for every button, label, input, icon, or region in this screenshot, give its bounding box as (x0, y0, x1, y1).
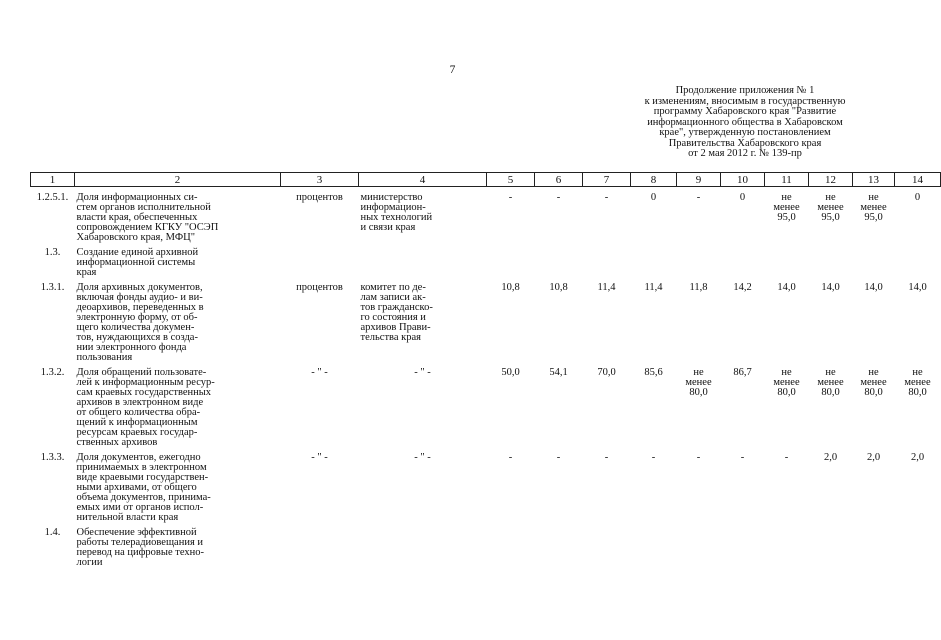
indicator-name-cell (75, 281, 281, 366)
column-number-header: 13 (853, 173, 895, 187)
value-cell (583, 451, 631, 526)
cell-line: Обеспечение эффективной (76, 527, 197, 538)
value-cell (721, 281, 765, 366)
cell-line: перевод на цифровые техно- (76, 547, 204, 558)
value-cell (895, 451, 941, 526)
cell-line: Доля документов, ежегодно (76, 452, 201, 463)
cell-line: - (508, 452, 513, 463)
cell-line: тов гражданско- (360, 302, 433, 313)
value-cell (721, 366, 765, 451)
indicator-name-cell (75, 526, 281, 571)
cell-line: 14,0 (821, 282, 840, 293)
row-number-cell: 1.4. (44, 527, 61, 538)
cell-line: нии электронного фонда (76, 342, 187, 353)
value-cell (853, 526, 895, 571)
cell-line: менее (817, 202, 844, 213)
value-cell (583, 366, 631, 451)
cell-line: 0 (739, 192, 746, 203)
row-number-cell: 1.3.2. (40, 367, 65, 378)
cell-line: - (740, 452, 745, 463)
cell-line: 80,0 (908, 387, 927, 398)
cell-line: нительной власти края (76, 512, 179, 523)
appendix-line: Продолжение приложения № 1 (675, 85, 815, 96)
cell-line: информационной системы (76, 257, 196, 268)
value-cell (631, 281, 677, 366)
executor-cell (359, 187, 487, 247)
cell-line: 0 (914, 192, 921, 203)
indicator-name-cell (75, 451, 281, 526)
executor-cell (359, 246, 487, 281)
table-row (31, 246, 941, 281)
cell-line: 2,0 (866, 452, 881, 463)
cell-line: - (784, 452, 789, 463)
cell-line: включая фонды аудио- и ви- (76, 292, 203, 303)
cell-line: 14,2 (733, 282, 752, 293)
cell-line: - " - (311, 367, 328, 378)
column-number-header: 9 (677, 173, 721, 187)
cell-line: 80,0 (689, 387, 708, 398)
value-cell (721, 246, 765, 281)
value-cell (631, 451, 677, 526)
cell-line: - (604, 452, 609, 463)
cell-line: виде краевыми государствен- (76, 472, 209, 483)
value-cell (853, 451, 895, 526)
indicator-name-cell (75, 187, 281, 247)
cell-line: не (781, 192, 792, 203)
cell-line: Доля информационных си- (76, 192, 198, 203)
cell-line: не (868, 192, 879, 203)
value-cell (583, 526, 631, 571)
cell-line: не (693, 367, 704, 378)
value-cell (809, 366, 853, 451)
cell-line: сопровождением КГКУ "ОСЭП (76, 222, 219, 233)
value-cell (487, 451, 535, 526)
column-number-row (31, 173, 941, 187)
cell-line: 0 (650, 192, 657, 203)
cell-line: менее (773, 202, 800, 213)
value-cell (487, 366, 535, 451)
value-cell (895, 281, 941, 366)
column-number-header: 4 (359, 173, 487, 187)
table-row (31, 366, 941, 451)
value-cell (535, 526, 583, 571)
executor-cell (359, 526, 487, 571)
cell-line: 2,0 (910, 452, 925, 463)
cell-line: власти края, обеспеченных (76, 212, 198, 223)
value-cell (895, 526, 941, 571)
value-cell (677, 246, 721, 281)
value-cell (853, 187, 895, 247)
cell-line: 80,0 (864, 387, 883, 398)
cell-line: менее (773, 377, 800, 388)
value-cell (677, 526, 721, 571)
cell-line: щений к информационным (76, 417, 198, 428)
value-cell (765, 451, 809, 526)
cell-line: процентов (296, 282, 343, 293)
cell-line: емых ими от органов испол- (76, 502, 204, 513)
cell-line: менее (860, 202, 887, 213)
cell-line: края (76, 267, 97, 278)
cell-line: 85,6 (644, 367, 663, 378)
cell-line: щего количества докумен- (76, 322, 195, 333)
cell-line: 14,0 (864, 282, 883, 293)
indicator-name-cell (75, 246, 281, 281)
appendix-line: Правительства Хабаровского края (668, 137, 822, 149)
value-cell (765, 281, 809, 366)
unit-cell (281, 246, 359, 281)
cell-line: не (825, 367, 836, 378)
value-cell (583, 281, 631, 366)
cell-line: - " - (311, 452, 328, 463)
cell-line: го состояния и (360, 312, 426, 323)
page-number: 7 (449, 64, 456, 76)
cell-line: - (696, 192, 701, 203)
cell-line: Хабаровского края, МФЦ" (76, 232, 195, 243)
executor-cell (359, 451, 487, 526)
cell-line: стем органов исполнительной (76, 202, 211, 213)
table-row (31, 526, 941, 571)
value-cell (535, 246, 583, 281)
cell-line: Доля обращений пользовате- (76, 367, 207, 378)
row-number-cell: 1.3.3. (40, 452, 65, 463)
value-cell (535, 281, 583, 366)
value-cell (895, 366, 941, 451)
value-cell (631, 187, 677, 247)
cell-line: 11,8 (689, 282, 708, 293)
row-number-cell: 1.3.1. (40, 282, 65, 293)
cell-line: 80,0 (821, 387, 840, 398)
value-cell (535, 366, 583, 451)
cell-line: лам записи ак- (360, 292, 426, 303)
cell-line: не (825, 192, 836, 203)
appendix-line: программу Хабаровского края "Развитие (653, 106, 837, 117)
value-cell (487, 246, 535, 281)
value-cell (853, 366, 895, 451)
unit-cell (281, 526, 359, 571)
cell-line: 80,0 (777, 387, 796, 398)
cell-line: Создание единой архивной (76, 247, 199, 258)
cell-line: не (781, 367, 792, 378)
cell-line: архивов в электронном виде (76, 397, 204, 408)
cell-line: менее (817, 377, 844, 388)
unit-cell (281, 281, 359, 366)
value-cell (765, 526, 809, 571)
value-cell (631, 526, 677, 571)
value-cell (765, 366, 809, 451)
cell-line: деоархивов, переведенных в (76, 302, 204, 313)
cell-line: - (556, 452, 561, 463)
value-cell (677, 366, 721, 451)
cell-line: не (868, 367, 879, 378)
cell-line: - " - (414, 452, 431, 463)
value-cell (487, 187, 535, 247)
cell-line: 14,0 (908, 282, 927, 293)
cell-line: пользования (76, 352, 133, 363)
column-number-header: 2 (75, 173, 281, 187)
value-cell (809, 246, 853, 281)
table-row (31, 187, 941, 247)
column-number-header: 8 (631, 173, 677, 187)
cell-line: сам краевых государственных (76, 387, 212, 398)
cell-line: логии (76, 557, 103, 568)
value-cell (677, 187, 721, 247)
value-cell (809, 451, 853, 526)
cell-line: ресурсам краевых государ- (76, 427, 198, 438)
cell-line: - (508, 192, 513, 203)
cell-line: 86,7 (733, 367, 752, 378)
value-cell (535, 187, 583, 247)
cell-line: ными архивами, от общего (76, 482, 197, 493)
value-cell (631, 246, 677, 281)
cell-line: архивов Прави- (360, 322, 431, 333)
cell-line: 14,0 (777, 282, 796, 293)
appendix-caption (610, 86, 880, 160)
cell-line: ственных архивов (76, 437, 158, 448)
value-cell (765, 246, 809, 281)
cell-line: Доля архивных документов, (76, 282, 203, 293)
row-number-cell: 1.3. (44, 247, 61, 258)
column-number-header: 10 (721, 173, 765, 187)
cell-line: лей к информационным ресур- (76, 377, 215, 388)
value-cell (583, 246, 631, 281)
cell-line: процентов (296, 192, 343, 203)
value-cell (535, 451, 583, 526)
cell-line: 2,0 (823, 452, 838, 463)
value-cell (677, 451, 721, 526)
value-cell (895, 246, 941, 281)
cell-line: 10,8 (501, 282, 520, 293)
cell-line: - " - (414, 367, 431, 378)
cell-line: 11,4 (644, 282, 663, 293)
unit-cell (281, 451, 359, 526)
table-body (31, 187, 941, 572)
cell-line: - (556, 192, 561, 203)
column-number-header: 11 (765, 173, 809, 187)
cell-line: объема документов, принима- (76, 492, 211, 503)
appendix-line: крае", утвержденную постановлением (659, 127, 831, 138)
value-cell (809, 526, 853, 571)
cell-line: 95,0 (864, 212, 883, 223)
value-cell (721, 526, 765, 571)
cell-line: ных технологий (360, 212, 433, 223)
value-cell (853, 246, 895, 281)
cell-line: 50,0 (501, 367, 520, 378)
value-cell (853, 281, 895, 366)
cell-line: министерство (360, 192, 423, 203)
value-cell (809, 187, 853, 247)
column-number-header: 12 (809, 173, 853, 187)
table-row (31, 281, 941, 366)
column-number-header: 6 (535, 173, 583, 187)
cell-line: 11,4 (597, 282, 616, 293)
value-cell (677, 281, 721, 366)
cell-line: информацион- (360, 202, 426, 213)
cell-line: от общего количества обра- (76, 407, 201, 418)
executor-cell (359, 281, 487, 366)
cell-line: - (651, 452, 656, 463)
indicator-name-cell (75, 366, 281, 451)
cell-line: 70,0 (597, 367, 616, 378)
cell-line: тов, нуждающихся в созда- (76, 332, 198, 343)
value-cell (809, 281, 853, 366)
column-number-header: 7 (583, 173, 631, 187)
indicators-table (30, 172, 941, 571)
value-cell (631, 366, 677, 451)
cell-line: - (696, 452, 701, 463)
unit-cell (281, 187, 359, 247)
cell-line: 95,0 (777, 212, 796, 223)
value-cell (765, 187, 809, 247)
cell-line: 95,0 (821, 212, 840, 223)
value-cell (487, 526, 535, 571)
value-cell (721, 187, 765, 247)
unit-cell (281, 366, 359, 451)
executor-cell (359, 366, 487, 451)
cell-line: не (912, 367, 923, 378)
column-number-header: 3 (281, 173, 359, 187)
cell-line: - (604, 192, 609, 203)
value-cell (583, 187, 631, 247)
table-row (31, 451, 941, 526)
cell-line: электронную форму, от об- (76, 312, 198, 323)
value-cell (721, 451, 765, 526)
value-cell (895, 187, 941, 247)
cell-line: принимаемых в электронном (76, 462, 207, 473)
column-number-header: 1 (31, 173, 75, 187)
cell-line: менее (860, 377, 887, 388)
column-number-header: 5 (487, 173, 535, 187)
cell-line: менее (904, 377, 931, 388)
cell-line: тельства края (360, 332, 421, 343)
cell-line: 54,1 (549, 367, 568, 378)
cell-line: 10,8 (549, 282, 568, 293)
cell-line: и связи края (360, 222, 416, 233)
row-number-cell: 1.2.5.1. (36, 192, 69, 203)
column-number-header: 14 (895, 173, 941, 187)
appendix-line: от 2 мая 2012 г. № 139-пр (688, 148, 802, 159)
value-cell (487, 281, 535, 366)
appendix-line: к изменениям, вносимым в государственную (644, 95, 846, 107)
cell-line: работы телерадиовещания и (76, 537, 204, 548)
appendix-line: информационного общества в Хабаровском (647, 116, 843, 128)
cell-line: менее (685, 377, 712, 388)
cell-line: комитет по де- (360, 282, 426, 293)
